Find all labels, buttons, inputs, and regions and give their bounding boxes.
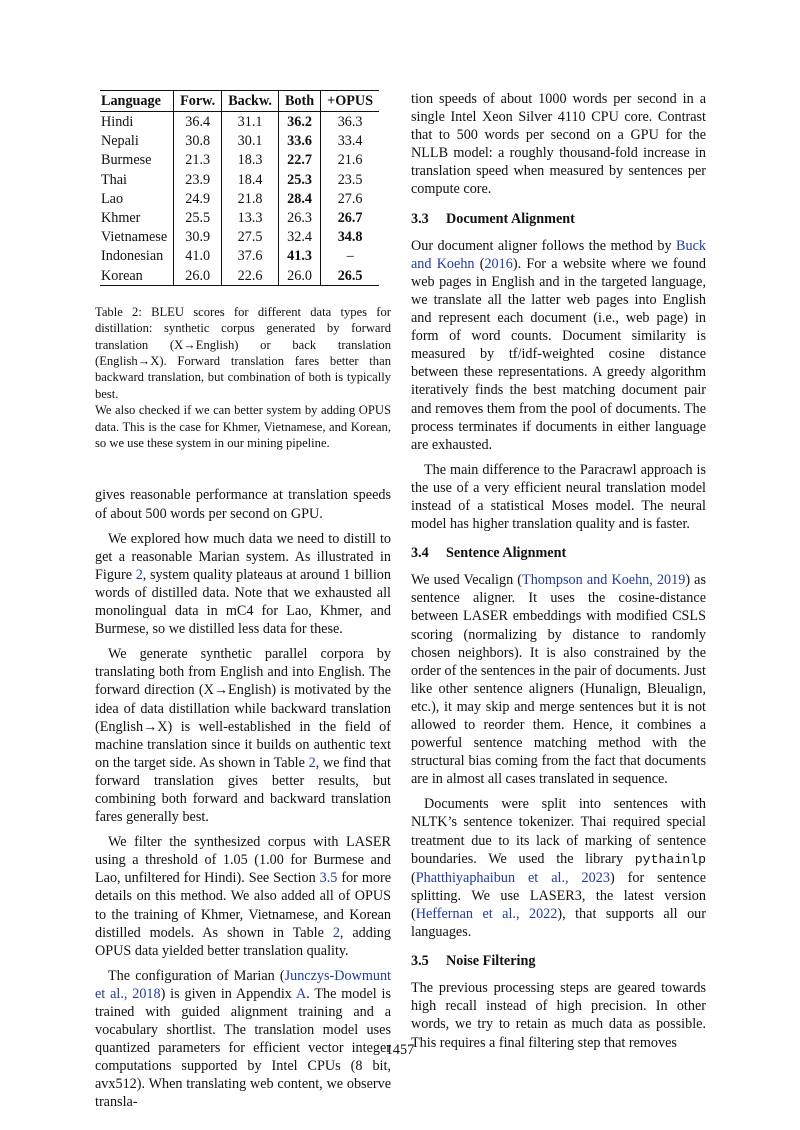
table-row — [100, 227, 379, 246]
cell-backw: 18.4 — [222, 170, 279, 189]
cell-backw: 22.6 — [222, 266, 279, 286]
cell-language: Burmese — [101, 152, 152, 169]
cell-forw: 23.9 — [174, 170, 222, 189]
paragraph: The previous processing steps are geared towards high recall instead of high precision. In other words, we try to retain as much data as possible. This requires a final filtering step that removes — [411, 980, 706, 1051]
cell-language: Lao — [101, 190, 124, 207]
table-header-row — [100, 91, 379, 112]
table-row — [100, 150, 379, 169]
citation-link[interactable]: Heffernan et al., 2022 — [415, 905, 558, 922]
cell-language: Nepali — [101, 133, 139, 150]
cell-forw: 21.3 — [174, 150, 222, 169]
paragraph: The main difference to the Paracrawl approach is the use of a very efficient neural translation model instead of a statistical Moses model. The neural model has higher translation quality and is faster. — [411, 461, 706, 533]
table-ref[interactable]: 2 — [308, 754, 316, 771]
cell-both: 32.4 — [278, 227, 320, 246]
section-heading-3-4: 3.4 Sentence Alignment — [411, 545, 567, 562]
col-header-backw: Backw. — [222, 91, 279, 112]
table-row — [100, 112, 379, 132]
col-header-both: Both — [278, 91, 320, 112]
cell-opus: 33.4 — [321, 131, 379, 150]
cell-forw: 36.4 — [174, 112, 222, 132]
citation-link[interactable]: Junczys-Dowmunt et al., 2018 — [95, 967, 391, 1002]
cell-opus: 36.3 — [321, 112, 379, 132]
paragraph: gives reasonable performance at translation speeds of about 500 words per second on GPU. — [95, 487, 391, 522]
cell-backw: 30.1 — [222, 131, 279, 150]
cell-backw: 27.5 — [222, 227, 279, 246]
col-header-language: Language — [100, 91, 174, 112]
cell-forw: 25.5 — [174, 208, 222, 227]
cell-language: Hindi — [101, 114, 134, 130]
page-number: 1457 — [385, 1042, 415, 1058]
cell-opus: 26.5 — [321, 266, 379, 286]
cell-forw: 30.8 — [174, 131, 222, 150]
cell-opus: 34.8 — [321, 227, 379, 246]
cell-both: 26.0 — [278, 266, 320, 286]
cell-forw: 26.0 — [174, 266, 222, 286]
table-caption — [95, 304, 391, 452]
cell-both: 36.2 — [278, 112, 320, 132]
paragraph: We generate synthetic parallel corpora by translating both from English and into English. The forward direction (X→English) is motivated by the idea of data distillation while backward translation (English→X) is well-established in the field of machine translation since it builds on authentic text on the target side. As shown in Table 2, we find that forward translation gives better results, but combining both forward and backward translation fares generally best. — [95, 646, 391, 826]
cell-language: Korean — [100, 266, 174, 286]
cell-backw: 18.3 — [222, 150, 279, 169]
paragraph: Documents were split into sentences with NLTK’s sentence tokenizer. Thai required special treatment due to its lack of marking of sentence boundaries. We used the library pythainlp (Phatthiyaphaibun et al., 2023) for sentence splitting. We use LASER3, the latest version (Heffernan et al., 2022), that supports all our languages. — [411, 796, 707, 941]
cell-both: 41.3 — [278, 246, 320, 265]
col-header-forw: Forw. — [174, 91, 222, 112]
cell-opus: 23.5 — [321, 170, 379, 189]
cell-backw: 13.3 — [222, 208, 279, 227]
cell-forw: 41.0 — [174, 246, 222, 265]
cell-opus: – — [321, 246, 379, 265]
cell-backw: 31.1 — [222, 112, 279, 132]
cell-both: 25.3 — [278, 170, 320, 189]
caption-note: We also checked if we can better system by adding OPUS data. This is the case for Khmer, Vietnamese, and Korean, so we use these system in our mining pipeline. — [95, 403, 391, 451]
cell-both: 22.7 — [278, 150, 320, 169]
table-row — [100, 189, 379, 208]
table-row — [100, 266, 379, 286]
figure-ref[interactable]: 2 — [135, 566, 143, 583]
cell-both: 28.4 — [278, 189, 320, 208]
cell-opus: 27.6 — [321, 189, 379, 208]
cell-both: 33.6 — [278, 131, 320, 150]
paragraph: The configuration of Marian (Junczys-Dowmunt et al., 2018) is given in Appendix A. The model is trained with guided alignment training and a vocabulary shortlist. The translation model uses quantized parameters for efficient vector integer computations supported by Intel CPUs (8 bit, avx512). When translating web content, we observe transla- — [95, 967, 391, 1111]
paragraph: We filter the synthesized corpus with LASER using a threshold of 1.05 (1.00 for Burmese and Lao, unfiltered for Hindi). See Section 3.5 for more details on this method. We also added all of OPUS to the training of Khmer, Vietnamese, and Korean distilled models. As shown in Table 2, adding OPUS data yielded better translation quality. — [95, 834, 391, 959]
caption-text: Table 2: BLEU scores for different data types for distillation: synthetic corpus generated by forward translation (X→English) or back translation (English→X). Forward translation fares better than backward translation, but combination of both is typically best. — [95, 304, 391, 401]
cell-language: Khmer — [101, 210, 141, 227]
citation-year-link[interactable]: 2016 — [484, 255, 513, 272]
cell-language: Vietnamese — [101, 229, 168, 246]
paragraph: Our document aligner follows the method by Buck and Koehn (2016). For a website where we found web pages in English and in the targeted language, we translate all the latter web pages into English and represent each document (i.e., web page) in form of word counts. Document similarity is measured by tf/idf-weighted cosine distance between these representations. A greedy algorithm iteratively finds the best matching document pair and removes them from the pool of documents. The process terminates if documents in either language are exhausted. — [411, 237, 706, 453]
cell-language: Thai — [101, 171, 127, 188]
cell-language: Indonesian — [101, 248, 164, 265]
appendix-ref[interactable]: A — [295, 985, 307, 1002]
paragraph: tion speeds of about 1000 words per second in a single Intel Xeon Silver 4110 CPU core. Contrast that to 500 words per second on a GPU for the NLLB model: a roughly thousand-fold increase in translation speed when measured by sentences per compute core. — [411, 91, 706, 198]
cell-forw: 30.9 — [174, 227, 222, 246]
table-row — [100, 131, 379, 150]
paragraph: We used Vecalign (Thompson and Koehn, 2019) as sentence aligner. It uses the cosine-distance between LASER embeddings with modified CSLS scoring (normalizing by distance to randomly chosen neighbors). It is also constrained by the order of the sentences in the pair of documents. Just like other sentence aligners (Hunalign, Bleualign, etc.), it may skip and merge sentences but it is not allowed to reorder them. Hence, it combines a powerful sentence matching method with the structural bias coming from the fact that documents are in almost all cases translated in sequence. — [411, 572, 706, 788]
citation-link[interactable]: Phatthiyaphaibun et al., 2023 — [415, 869, 610, 886]
section-heading-3-5: 3.5 Noise Filtering — [411, 953, 536, 970]
citation-link[interactable]: Thompson and Koehn, 2019 — [522, 572, 686, 589]
table-row — [100, 170, 379, 189]
right-column — [411, 90, 706, 1059]
cell-backw: 37.6 — [222, 246, 279, 265]
left-column — [95, 90, 391, 1119]
table-ref[interactable]: 2 — [332, 924, 340, 941]
table-row — [100, 208, 379, 227]
cell-opus: 21.6 — [321, 150, 379, 169]
citation-link[interactable]: Buck and Koehn — [411, 237, 706, 272]
table-row — [100, 246, 379, 265]
paragraph: We explored how much data we need to distill to get a reasonable Marian system. As illustrated in Figure 2, system quality plateaus at around 1 billion words of distilled data. Note that we exhausted all monolingual data in mC4 for Lao, Khmer, and Burmese, so we distilled less data for these. — [95, 530, 391, 638]
section-heading-3-3: 3.3 Document Alignment — [411, 210, 575, 227]
cell-both: 26.3 — [278, 208, 320, 227]
code-text: pythainlp — [634, 851, 706, 867]
table-body — [100, 112, 379, 286]
cell-opus: 26.7 — [321, 208, 379, 227]
bleu-table — [100, 90, 379, 286]
col-header-opus: +OPUS — [321, 91, 379, 112]
section-ref[interactable]: 3.5 — [319, 870, 338, 887]
cell-forw: 24.9 — [174, 189, 222, 208]
left-body — [95, 486, 391, 1111]
right-body — [411, 90, 706, 1052]
cell-backw: 21.8 — [222, 189, 279, 208]
